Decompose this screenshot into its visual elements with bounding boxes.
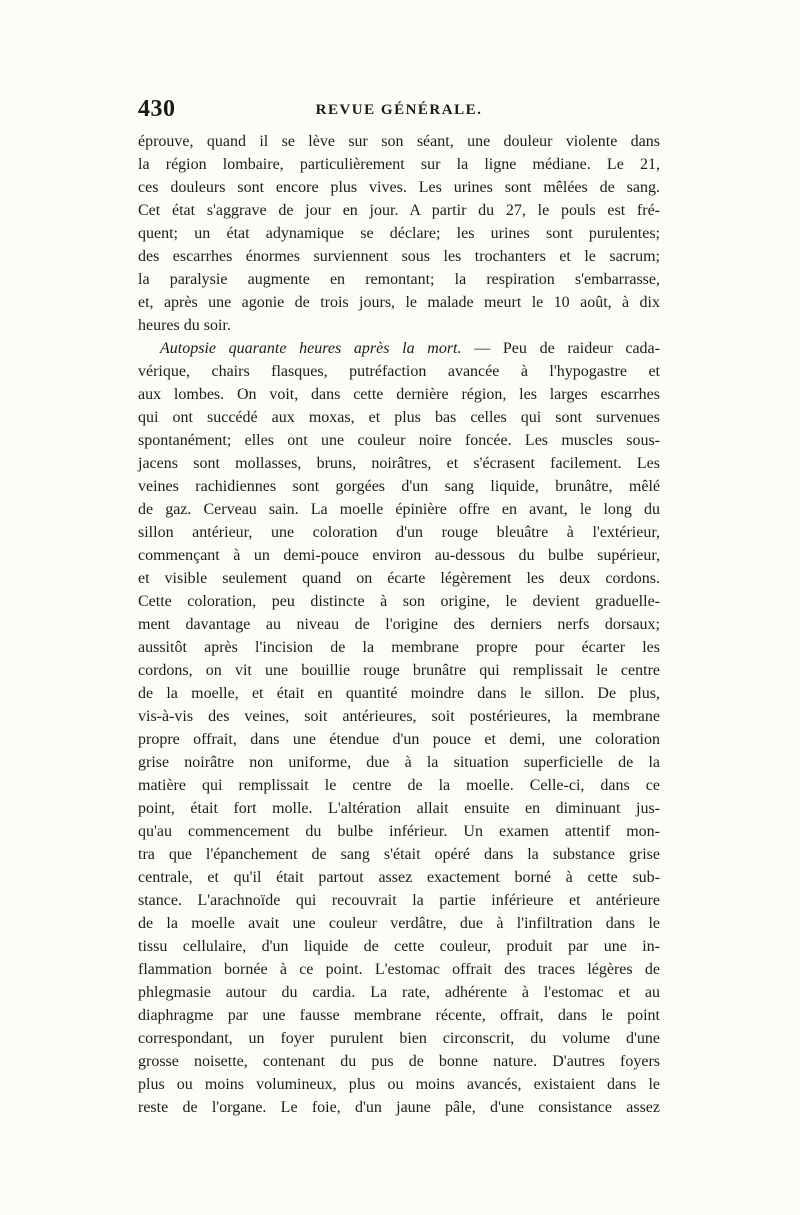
text-line: et, après une agonie de trois jours, le malade meurt le 10 août, à dix [138, 294, 660, 311]
text-line: reste de l'organe. Le foie, d'un jaune pâle, d'une consistance assez [138, 1099, 660, 1116]
text-line: aux lombes. On voit, dans cette dernière région, les larges escarrhes [138, 386, 660, 403]
text-line: des escarrhes énormes surviennent sous les trochanters et le sacrum; [138, 248, 660, 265]
text-line: propre offrait, dans une étendue d'un pouce et demi, une coloration [138, 731, 660, 748]
page-header [138, 96, 660, 126]
text-line: jacens sont mollasses, bruns, noirâtres, et s'écrasent facilement. Les [138, 455, 660, 472]
text-line: point, était fort molle. L'altération allait ensuite en diminuant jus- [138, 800, 660, 817]
text-line: vérique, chairs flasques, putréfaction avancée à l'hypogastre et [138, 363, 660, 380]
text-line: phlegmasie autour du cardia. La rate, adhérente à l'estomac et au [138, 984, 660, 1001]
text-line: diaphragme par une fausse membrane récente, offrait, dans le point [138, 1007, 660, 1024]
text-line: commençant à un demi-pouce environ au-dessous du bulbe supérieur, [138, 547, 660, 564]
text-line: qu'au commencement du bulbe inférieur. Un examen attentif mon- [138, 823, 660, 840]
text-line: et visible seulement quand on écarte légèrement les deux cordons. [138, 570, 660, 587]
text-line: Cet état s'aggrave de jour en jour. A partir du 27, le pouls est fré- [138, 202, 660, 219]
text-line: Cette coloration, peu distincte à son origine, le devient graduelle- [138, 593, 660, 610]
text-line: tra que l'épanchement de sang s'était opéré dans la substance grise [138, 846, 660, 863]
text-line: stance. L'arachnoïde qui recouvrait la partie inférieure et antérieure [138, 892, 660, 909]
text-line: sillon antérieur, une coloration d'un rouge bleuâtre à l'extérieur, [138, 524, 660, 541]
text-line: correspondant, un foyer purulent bien circonscrit, du volume d'une [138, 1030, 660, 1047]
text-line: qui ont succédé aux moxas, et plus bas celles qui sont survenues [138, 409, 660, 426]
text-line: veines rachidiennes sont gorgées d'un sang liquide, brunâtre, mêlé [138, 478, 660, 495]
autopsy-heading: Autopsie quarante heures après la mort. [160, 340, 462, 357]
text-line: plus ou moins volumineux, plus ou moins avancés, existaient dans le [138, 1076, 660, 1093]
text-line: centrale, et qu'il était partout assez exactement borné à cette sub- [138, 869, 660, 886]
body-text [138, 130, 660, 1119]
text-line: flammation bornée à ce point. L'estomac offrait des traces légères de [138, 961, 660, 978]
text-line: de la moelle, et était en quantité moindre dans le sillon. De plus, [138, 685, 660, 702]
running-title: REVUE GÉNÉRALE. [315, 102, 483, 118]
text-line: quent; un état adynamique se déclare; les urines sont purulentes; [138, 225, 660, 242]
paragraph-1 [138, 130, 660, 337]
text-line: de gaz. Cerveau sain. La moelle épinière offre en avant, le long du [138, 501, 660, 518]
paragraph-2 [138, 337, 660, 1119]
text-line: de la moelle avait une couleur verdâtre, due à l'infiltration dans le [138, 915, 660, 932]
text-line: grise noirâtre non uniforme, due à la situation superficielle de la [138, 754, 660, 771]
text-line: la paralysie augmente en remontant; la respiration s'embarrasse, [138, 271, 660, 288]
text-line: cordons, on vit une bouillie rouge brunâtre qui remplissait le centre [138, 662, 660, 679]
text-line: tissu cellulaire, d'un liquide de cette couleur, produit par une in- [138, 938, 660, 955]
text-line: vis-à-vis des veines, soit antérieures, soit postérieures, la membrane [138, 708, 660, 725]
text-line: la région lombaire, particulièrement sur la ligne médiane. Le 21, [138, 156, 660, 173]
text-line: matière qui remplissait le centre de la moelle. Celle-ci, dans ce [138, 777, 660, 794]
text-line: grosse noisette, contenant du pus de bonne nature. D'autres foyers [138, 1053, 660, 1070]
text-line: spontanément; elles ont une couleur noire foncée. Les muscles sous- [138, 432, 660, 449]
text-line-rest: — Peu de raideur cada- [461, 340, 660, 357]
text-line [138, 337, 660, 360]
text-line: éprouve, quand il se lève sur son séant, une douleur violente dans [138, 133, 660, 150]
page-number: 430 [138, 96, 176, 122]
text-line: heures du soir. [138, 317, 231, 334]
text-line: aussitôt après l'incision de la membrane propre pour écarter les [138, 639, 660, 656]
text-line: ment davantage au niveau de l'origine des derniers nerfs dorsaux; [138, 616, 660, 633]
text-line: ces douleurs sont encore plus vives. Les urines sont mêlées de sang. [138, 179, 660, 196]
